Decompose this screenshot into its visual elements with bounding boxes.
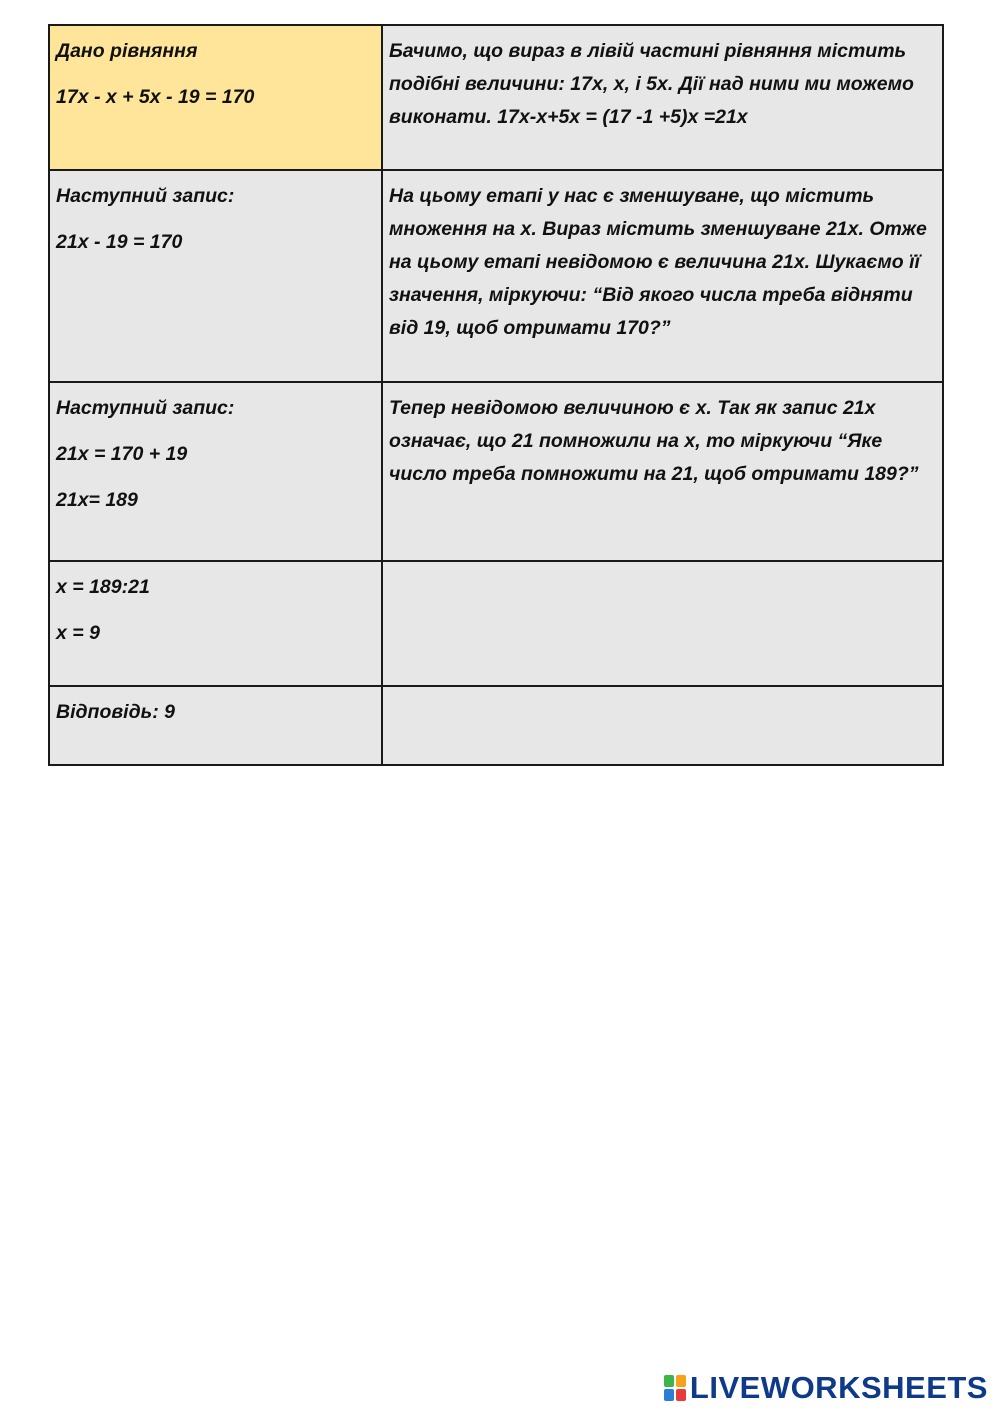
explanation-text-2: На цьому етапі у нас є зменшуване, що містить множення на х. Вираз містить зменшуване 21х. Отже на цьому етапі невідомою є величина 21х. Шукаємо її значення, міркуючи: “Від якого числа треба відняти від 19, щоб отримати 170?” (389, 185, 927, 339)
table-row-answer (49, 686, 943, 765)
table-row-step-3 (49, 382, 943, 561)
logo-square-red (676, 1389, 686, 1401)
step-4-equation-a: х = 189:21 (56, 576, 150, 598)
table-row-step-2 (49, 170, 943, 382)
worksheet-table (48, 24, 944, 766)
explanation-cell-4 (382, 561, 943, 686)
given-equation: 17х - х + 5х - 19 = 170 (56, 86, 255, 108)
explanation-cell-2 (382, 170, 943, 382)
step-4-equation-b: х = 9 (56, 622, 100, 644)
table-row-step-4 (49, 561, 943, 686)
logo-square-orange (676, 1375, 686, 1387)
step-2-label: Наступний запис: (56, 185, 235, 207)
logo-square-green (664, 1375, 674, 1387)
explanation-cell-5 (382, 686, 943, 765)
step-3-label: Наступний запис: (56, 397, 235, 419)
logo-square-blue (664, 1389, 674, 1401)
step-4-cell (49, 561, 382, 686)
step-2-cell (49, 170, 382, 382)
step-3-cell (49, 382, 382, 561)
explanation-cell-1 (382, 25, 943, 170)
explanation-text-3: Тепер невідомою величиною є х. Так як запис 21х означає, що 21 помножили на х, то міркуючи “Яке число треба помножити на 21, щоб отримати 189?” (389, 397, 919, 485)
logo-text: LIVEWORKSHEETS (689, 1370, 988, 1405)
given-label: Дано рівняння (56, 40, 198, 62)
step-3-equation-b: 21х= 189 (56, 489, 138, 511)
answer-text: Відповідь: 9 (56, 701, 175, 723)
logo-mark-icon (664, 1375, 686, 1401)
liveworksheets-logo (664, 1370, 988, 1406)
explanation-cell-3 (382, 382, 943, 561)
given-equation-cell (49, 25, 382, 170)
explanation-text-1: Бачимо, що вираз в лівій частині рівняння містить подібні величини: 17х, х, і 5х. Дії над ними ми можемо виконати. 17х-х+5х = (17 -1 +5)х =21х (389, 40, 914, 128)
answer-cell (49, 686, 382, 765)
step-3-equation-a: 21х = 170 + 19 (56, 443, 188, 465)
step-2-equation: 21х - 19 = 170 (56, 231, 183, 253)
table-row-given-equation (49, 25, 943, 170)
